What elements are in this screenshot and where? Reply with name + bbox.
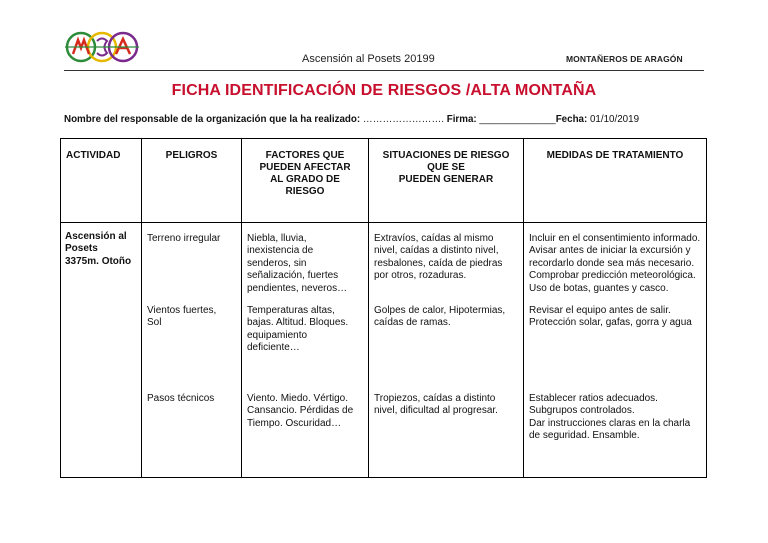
- table-row: [61, 223, 707, 478]
- peligros-cell: [142, 223, 242, 478]
- situaciones-line: nivel, dificultad al progresar.: [374, 405, 498, 417]
- medidas-cell: [524, 223, 707, 478]
- peligro-block: [147, 393, 237, 405]
- medidas-line: Subgrupos controlados.: [529, 405, 635, 417]
- header-medidas: MEDIDAS DE TRATAMIENTO: [524, 139, 707, 223]
- date-label: Fecha:: [555, 114, 588, 125]
- factores-block: [247, 233, 364, 305]
- factores-line: Viento. Miedo. Vértigo.: [247, 393, 348, 404]
- factores-line: equipamiento: [247, 329, 308, 341]
- situaciones-line: nivel, caídas a distinto nivel,: [374, 245, 499, 257]
- activity-cell: [61, 223, 142, 478]
- responsible-line: [64, 114, 639, 125]
- header-factores-line: FACTORES QUE: [265, 150, 345, 161]
- activity-line: 3375m. Otoño: [65, 255, 132, 267]
- medidas-line: recordarlo donde sea más necesario.: [529, 257, 695, 269]
- peligro-line: Sol: [147, 317, 162, 329]
- activity-line: Ascensión al: [65, 231, 127, 242]
- factores-line: bajas. Altitud. Bloques.: [247, 317, 349, 329]
- header-situaciones-line: QUE SE: [427, 162, 465, 173]
- medidas-line: Avisar antes de iniciar la excursión y: [529, 245, 691, 257]
- header-peligros: PELIGROS: [142, 139, 242, 223]
- factores-line: pendientes, neveros…: [247, 282, 348, 294]
- situaciones-line: resbalones, caída de piedras: [374, 257, 503, 269]
- date-value: 01/10/2019: [587, 114, 640, 125]
- factores-line: Niebla, lluvia,: [247, 233, 307, 244]
- factores-line: Tiempo. Oscuridad…: [247, 417, 342, 429]
- situaciones-block: [374, 233, 519, 305]
- factores-line: Temperaturas altas,: [247, 305, 335, 316]
- signature-label: Firma:: [446, 114, 477, 125]
- factores-line: inexistencia de: [247, 245, 314, 257]
- factores-cell: [242, 223, 369, 478]
- situaciones-line: Tropiezos, caídas a distinto: [374, 393, 496, 404]
- header-divider: [64, 70, 704, 71]
- organization-name: MONTAÑEROS DE ARAGÓN: [566, 54, 683, 64]
- situaciones-line: caídas de ramas.: [374, 317, 451, 329]
- medidas-line: Protección solar, gafas, gorra y agua: [529, 317, 692, 329]
- situaciones-line: Extravíos, caídas al mismo: [374, 233, 494, 244]
- responsible-label: Nombre del responsable de la organización que la ha realizado:: [64, 114, 361, 125]
- medidas-line: Revisar el equipo antes de salir.: [529, 305, 671, 316]
- medidas-line: Dar instrucciones claras en la charla: [529, 417, 691, 429]
- peligro-line: Terreno irregular: [147, 233, 221, 244]
- responsible-value: …………………….: [360, 114, 447, 125]
- header-factores-line: AL GRADO DE: [270, 174, 340, 185]
- header-situaciones: [369, 139, 524, 223]
- medidas-line: Incluir en el consentimiento informado.: [529, 233, 701, 244]
- risk-table: [60, 138, 707, 478]
- peligro-line: Vientos fuertes,: [147, 305, 217, 316]
- header-actividad: ACTIVIDAD: [61, 139, 142, 223]
- medidas-line: de seguridad. Ensamble.: [529, 430, 640, 442]
- header-factores-line: PUEDEN AFECTAR: [259, 162, 351, 173]
- factores-block: [247, 393, 364, 430]
- medidas-line: Uso de botas, guantes y casco.: [529, 282, 669, 294]
- factores-block: [247, 305, 364, 393]
- club-logo-icon: [64, 30, 140, 64]
- medidas-block: [529, 233, 702, 305]
- peligro-block: [147, 233, 237, 305]
- situaciones-cell: [369, 223, 524, 478]
- situaciones-line: Golpes de calor, Hipotermias,: [374, 305, 506, 316]
- peligro-line: Pasos técnicos: [147, 393, 215, 404]
- table-header-row: [61, 139, 707, 223]
- factores-line: deficiente…: [247, 342, 300, 354]
- factores-line: senderos, sin: [247, 257, 307, 269]
- signature-value: ______________: [479, 114, 556, 125]
- situaciones-line: por otros, rozaduras.: [374, 270, 467, 282]
- medidas-line: Comprobar predicción meteorológica.: [529, 270, 696, 282]
- header-situaciones-line: PUEDEN GENERAR: [398, 174, 494, 185]
- header-situaciones-line: SITUACIONES DE RIESGO: [382, 150, 510, 161]
- situaciones-block: [374, 393, 519, 418]
- event-title: Ascensión al Posets 20199: [302, 53, 435, 65]
- header-factores-line: RIESGO: [285, 186, 325, 197]
- medidas-block: [529, 305, 702, 393]
- header-factores: [242, 139, 369, 223]
- situaciones-block: [374, 305, 519, 393]
- factores-line: señalización, fuertes: [247, 270, 339, 282]
- factores-line: Cansancio. Pérdidas de: [247, 405, 354, 417]
- medidas-block: [529, 393, 702, 443]
- page-title: FICHA IDENTIFICACIÓN DE RIESGOS /ALTA MONTAÑA: [171, 82, 597, 99]
- activity-line: Posets: [65, 243, 98, 255]
- peligro-block: [147, 305, 237, 393]
- medidas-line: Establecer ratios adecuados.: [529, 393, 658, 404]
